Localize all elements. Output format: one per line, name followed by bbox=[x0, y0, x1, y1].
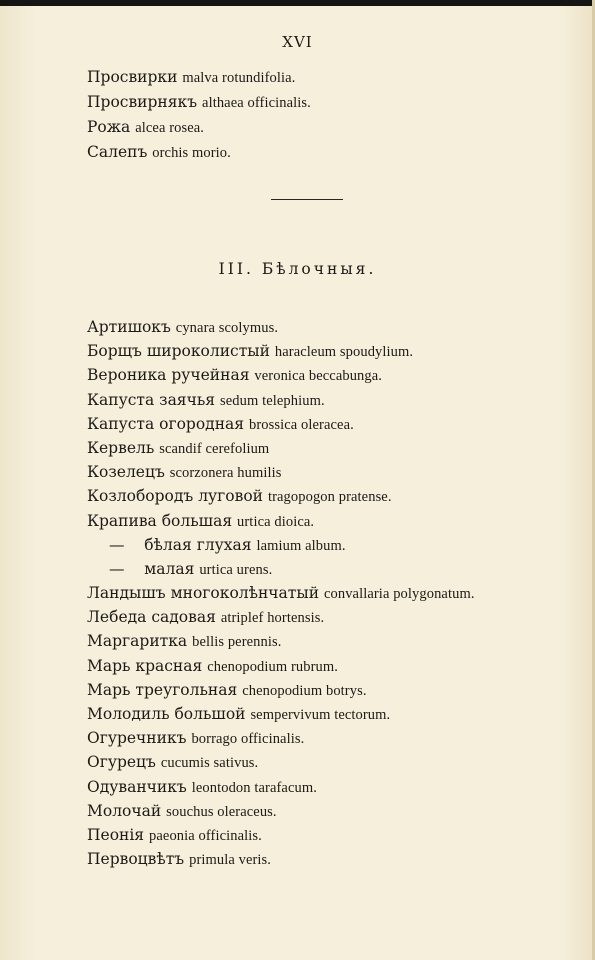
latin-name: borrago officinalis. bbox=[191, 731, 305, 748]
list-item bbox=[87, 678, 475, 702]
russian-name: Просвирки bbox=[87, 68, 178, 86]
russian-name: Огурецъ bbox=[87, 753, 156, 772]
russian-name: Артишокъ bbox=[87, 318, 171, 336]
latin-name: chenopodium botrys. bbox=[242, 682, 367, 699]
russian-name: Крапива большая bbox=[87, 511, 233, 530]
russian-name: Козлобородъ луговой bbox=[87, 487, 264, 506]
list-item bbox=[87, 629, 475, 653]
latin-name: souchus oleraceus. bbox=[166, 803, 277, 820]
list-item bbox=[87, 339, 475, 363]
russian-name: Капуста заячья bbox=[87, 390, 216, 409]
latin-name: primula veris. bbox=[189, 852, 272, 869]
latin-name: paeonia officinalis. bbox=[149, 827, 262, 844]
russian-name: Марь треугольная bbox=[87, 680, 238, 699]
russian-name: Маргаритка bbox=[87, 632, 188, 651]
list-item bbox=[87, 363, 475, 387]
russian-name: Одуванчикъ bbox=[87, 777, 187, 796]
latin-name: sempervivum tectorum. bbox=[250, 707, 391, 723]
latin-name: cucumis sativus. bbox=[160, 755, 259, 772]
plant-list-section-3 bbox=[87, 315, 475, 871]
list-item bbox=[87, 315, 475, 339]
plant-list-continued bbox=[87, 65, 311, 165]
list-item bbox=[87, 90, 311, 115]
scan-top-border bbox=[0, 0, 595, 6]
russian-name: Капуста огородная bbox=[87, 414, 245, 433]
list-item bbox=[87, 436, 475, 460]
latin-name: veronica beccabunga. bbox=[254, 368, 383, 385]
latin-name: cynara scolymus. bbox=[175, 320, 279, 336]
latin-name: brossica oleracea. bbox=[248, 416, 354, 433]
list-item bbox=[87, 702, 475, 726]
latin-name: orchis morio. bbox=[152, 145, 231, 161]
list-item-subentry bbox=[87, 557, 475, 581]
list-item bbox=[87, 509, 475, 533]
list-item bbox=[87, 775, 475, 799]
russian-name: Кервель bbox=[87, 438, 155, 457]
latin-name: convallaria polygonatum. bbox=[323, 586, 475, 603]
list-item bbox=[87, 799, 475, 823]
latin-name: urtica urens. bbox=[199, 561, 273, 578]
latin-name: urtica dioica. bbox=[237, 513, 315, 530]
list-item bbox=[87, 605, 475, 629]
russian-name: Козелецъ bbox=[87, 463, 165, 482]
russian-name: Пеонія bbox=[87, 825, 145, 844]
latin-name: haracleum spoudylium. bbox=[274, 344, 414, 361]
russian-name: Просвирнякъ bbox=[87, 93, 198, 111]
latin-name: alcea rosea. bbox=[135, 120, 205, 136]
list-item bbox=[87, 847, 475, 871]
list-item bbox=[87, 388, 475, 412]
latin-name: sedum telephium. bbox=[220, 392, 325, 409]
ditto-dash: — bbox=[109, 559, 125, 578]
ditto-dash: — bbox=[109, 535, 125, 554]
latin-name: lamium album. bbox=[256, 537, 346, 554]
russian-name: Борщъ широколистый bbox=[87, 342, 270, 361]
russian-name: Вероника ручейная bbox=[87, 366, 250, 385]
list-item bbox=[87, 654, 475, 678]
section-heading: III. Бѣлочныя. bbox=[218, 260, 377, 278]
russian-name: малая bbox=[144, 559, 195, 578]
russian-name: Огуречникъ bbox=[87, 729, 187, 748]
list-item bbox=[87, 726, 475, 750]
latin-name: tragopogon pratense. bbox=[267, 489, 392, 506]
russian-name: Молодиль большой bbox=[87, 705, 246, 723]
section-divider bbox=[271, 199, 343, 200]
list-item bbox=[87, 65, 311, 90]
list-item bbox=[87, 750, 475, 774]
latin-name: althaea officinalis. bbox=[202, 95, 311, 111]
list-item bbox=[87, 823, 475, 847]
latin-name: leontodon tarafacum. bbox=[191, 779, 317, 796]
russian-name: бѣлая глухая bbox=[144, 535, 252, 554]
russian-name: Салепъ bbox=[87, 143, 148, 161]
latin-name: scorzonera humilis bbox=[169, 465, 282, 482]
list-item bbox=[87, 484, 475, 508]
russian-name: Первоцвѣтъ bbox=[87, 850, 185, 869]
latin-name: malva rotundifolia. bbox=[182, 70, 296, 86]
russian-name: Молочай bbox=[87, 801, 162, 820]
list-item-subentry bbox=[87, 533, 475, 557]
latin-name: scandif cerefolium bbox=[159, 440, 270, 457]
latin-name: chenopodium rubrum. bbox=[207, 658, 338, 675]
page-number: XVI bbox=[282, 33, 313, 51]
latin-name: bellis perennis. bbox=[192, 634, 282, 651]
list-item bbox=[87, 115, 311, 140]
latin-name: atriplef hortensis. bbox=[220, 610, 325, 627]
list-item bbox=[87, 412, 475, 436]
russian-name: Марь красная bbox=[87, 656, 203, 675]
russian-name: Рожа bbox=[87, 118, 131, 136]
russian-name: Ландышъ многоколѣнчатый bbox=[87, 584, 320, 603]
russian-name: Лебеда садовая bbox=[87, 608, 216, 627]
list-item bbox=[87, 581, 475, 605]
list-item bbox=[87, 140, 311, 165]
list-item bbox=[87, 460, 475, 484]
